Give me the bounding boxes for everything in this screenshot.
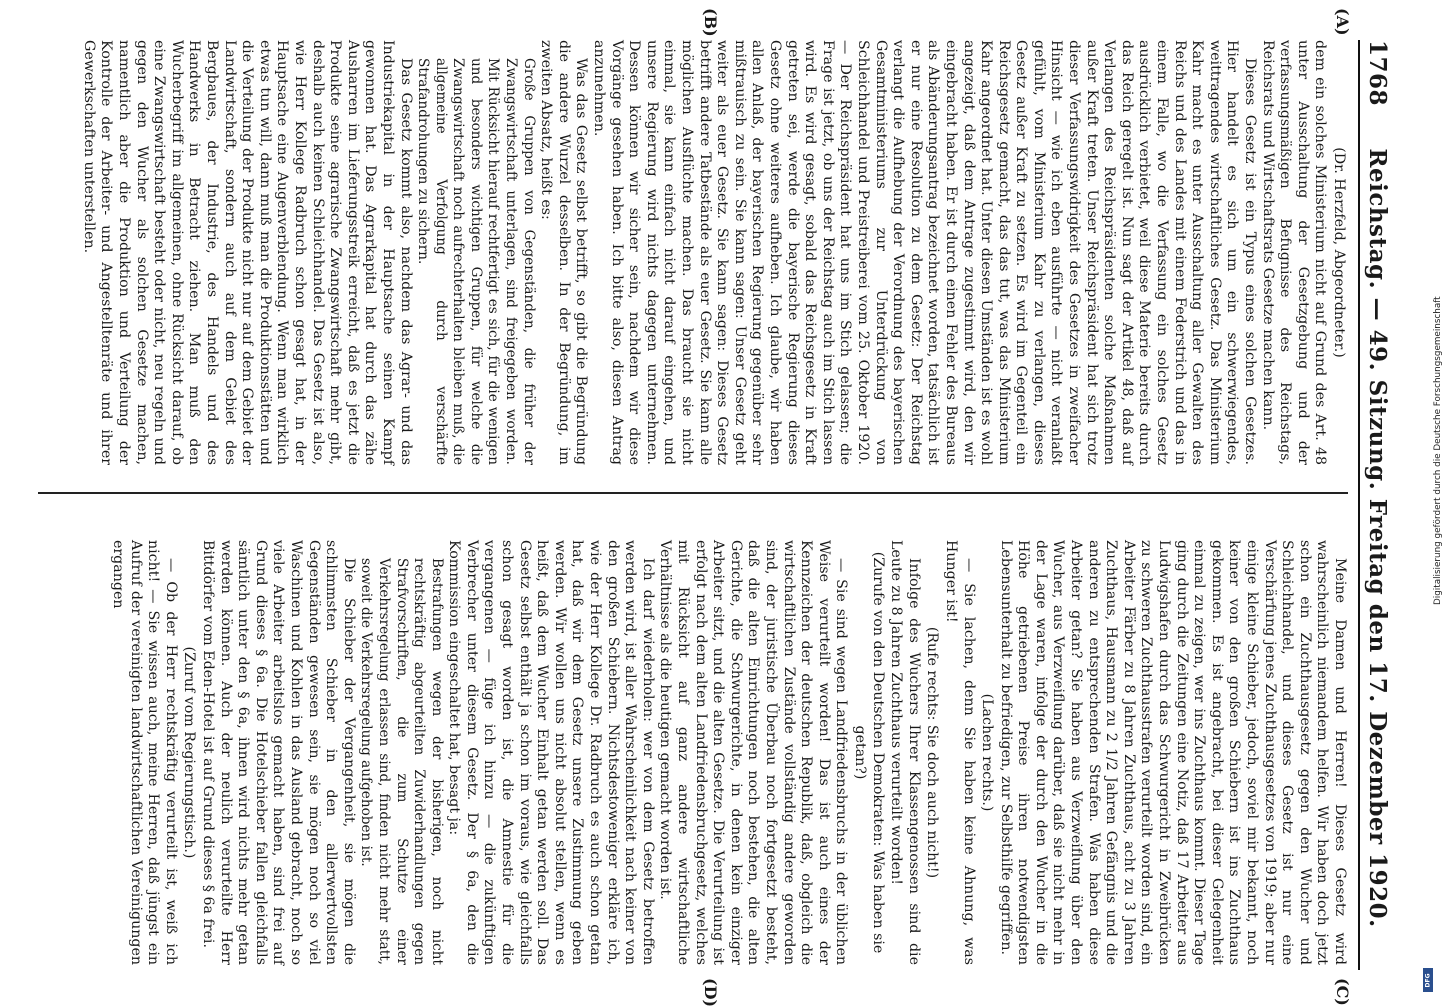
paragraph: — Sie sind wegen Landfriedensbruchs in der üblichen Weise verurteilt worden! Das ist auch eines der Kennzeichen der deutschen Republik, daß, obgleich die wirtschaftlichen Zustände vollständig andere geworden sind, der juristische Überbau noch fortgesetzt besteht, daß die alten Einrichtungen noch bestehen, die alten Gerichte, die Schwurgerichte, in denen kein einziger Arbeiter sitzt, und die alten Gesetze. Die Verurteilung ist erfolgt nach dem alten Landfriedensbruchgesetz, welches mit Rücksicht auf ganz andere wirtschaftliche Verhältnisse als die heutigen gemacht worden ist. <box>657 540 850 965</box>
left-column <box>38 40 1348 465</box>
paragraph: dem ein solches Ministerium nicht auf Grund des Art. 48 unter Ausschaltung der Gesetzgebung und der verfassungsmäßigen Befugnisse des Reichstags, Reichsrats und Wirtschaftsrats Gesetze machen kann. <box>1259 40 1329 465</box>
digitization-note <box>1422 0 1443 1000</box>
dfg-logo <box>1423 968 1433 992</box>
paragraph: Infolge des Wuchers Ihrer Klassengenossen sind die Leute zu 8 Jahren Zuchthaus verurteilt worden! <box>888 540 922 965</box>
paragraph: Das Gesetz kommt also, nachdem das Agrar- und das Industriekapital in der Hauptsache seinen Kampf gewonnen hat. Das Agrarkapital hat durch das zähe Ausharren im Lieferungsstreik erreicht, daß es jetzt die Produkte seine agrarische Zwangswirtschaft mehr gibt, deshalb auch keinen Schleichhandel. Das Gesetz ist also, wie Herr Kollege Radbruch schon gesagt hat, in der Hauptsache eine Augenverblendung. Wenn man wirklich etwas tun will, dann muß man die Produktionsstätten und die Verteilung der Produkte nicht nur auf dem Gebiet der Landwirtschaft, sondern auch auf dem Gebiet des Bergbaues, der Industrie, des Handels und des Handwerks in Betracht ziehen. Man muß den Wucherbegriff im allgemeinen, ohne Rücksicht darauf, ob eine Zwangswirtschaft besteht oder nicht, neu regeln und gegen den Wucher als solchen Gesetze machen, namentlich aber die Produktion und Verteilung der Kontrolle der Arbeiter- und Angestelltenräte und ihrer Gewerkschaften unterstellen. <box>80 40 414 465</box>
interjection: (Zuruf vom Regierungstisch.) <box>181 646 198 859</box>
paragraph: — Ob der Herr rechtskräftig verurteilt ist, weiß ich nicht! — Sie wissen auch, meine Herren, daß jüngst ein Aufruf der vereinigten landwirtschaftlichen Vereinigungen ergangen <box>110 540 179 965</box>
paragraph: Die Schieber der Vergangenheit, sie mögen die schlimmsten Schieber in den allerwertvollsten Gegenständen gewesen sein, sie mögen noch so viel Waschinen und Kohlen in das Ausland gebracht, noch so viele Arbeiter arbeitslos gemacht haben, sind frei auf Grund dieses § 6a. Die Hotelschieber fallen gleichfalls sämtlich unter den § 6a, ihnen wird nichts mehr getan werden können. Auch der neulich verurteilte Herr Bittdörfer vom Eden-Hotel ist auf Grund dieses § 6a frei. <box>200 540 357 965</box>
block-quote: Bestrafungen wegen der bisherigen, noch nicht rechtskräftig abgeurteilten Zuwiderhandlungen gegen Strafvorschriften, die zum Schutze einer Verkehrsregelung erlassen sind, finden nicht mehr statt, soweit die Verkehrsregelung aufgehoben ist. <box>358 558 445 965</box>
margin-mark-a: (A) <box>1333 8 1352 36</box>
dfg-logo-text: DFG <box>1424 972 1432 988</box>
paragraph: Was das Gesetz selbst betrifft, so gibt die Begründung die andere Wurzel desselben. In der Begründung, im zweiten Absatz, heißt es: <box>538 40 590 465</box>
speaker-line: (Dr. Herzfeld, Abgeordneter.) <box>1331 147 1347 358</box>
paragraph: Meine Damen und Herren! Dieses Gesetz wird wahrscheinlich niemandem helfen. Wir haben doch jetzt schon ein Zuchthausgesetz gegen den Wucher und Schleichhandel, und dieses Gesetz ist nur eine Verschärfung jenes Zuchthausgesetzes von 1919; aber nur einige kleine Schieber, jedoch, soviel mir bekannt, noch keiner von den großen Schiebern ist ins Zuchthaus gekommen. Es ist angebracht, bei dieser Gelegenheit einmal zu zeigen, wer ins Zuchthaus kommt. Dieser Tage ging durch die Zeitungen eine Notiz, daß 17 Arbeiter aus Ludwigshafen durch das Schwurgericht in Zweibrücken zu schweren Zuchthausstrafen verurteilt worden sind, ein Arbeiter Färber zu 8 Jahren Zuchthaus, acht zu 3 Jahren Zuchthaus, Hausmann zu 2 1/2 Jahren Gefängnis und die anderen zu entsprechenden Strafen. Was haben diese Arbeiter getan? Sie haben aus Verzweiflung über den Wucher, aus Verzweiflung darüber, daß sie nicht mehr in der Lage waren, infolge der durch den Wucher in die Höhe getriebenen Preise ihren notwendigsten Lebensunterhalt zu befriedigen, zur Selbsthilfe gegriffen. <box>997 540 1348 965</box>
page-number: 1768 <box>1364 40 1391 107</box>
margin-mark-d: (D) <box>701 978 720 1007</box>
right-column <box>38 540 1348 965</box>
block-quote: Große Gruppen von Gegenständen, die früher der Zwangswirtschaft unterlagen, sind freigegeben worden. Mit Rücksicht hierauf rechtfertigt es sich, für die wenigen und besonders wichtigen Gruppen, für welche die Zwangswirtschaft noch aufrechterhalten bleiben muß, die allgemeine Verfolgung durch verschärfte Strafandrohungen zu sichern. <box>415 58 537 465</box>
running-header <box>1358 40 1398 970</box>
margin-mark-c: (C) <box>1333 978 1352 1006</box>
paragraph: Ich darf wiederholen: wer von dem Gesetz betroffen werden wird, ist aller Wahrscheinlichkeit nach keiner von den großen Schiebern. Nichtsdestoweniger erkläre ich, wie der Herr Kollege Dr. Radbruch es auch schon getan hat, daß wir dem Gesetz unsere Zustimmung geben werden. Wir wollen uns nicht absolut stellen, wenn es heißt, daß dem Wucher Einhalt getan werden soll. Das Gesetz selbst enthält ja schon im voraus, wie gleichfalls schon gesagt worden ist, die Amnestie für die vergangenen — füge ich hinzu — die zukünftigen Verbrecher unter diesem Gesetz. Der § 6a, den die Kommission eingeschaltet hat, besagt ja: <box>446 540 656 965</box>
running-title: Reichstag. — 49. Sitzung. Freitag den 17. Dezember 1920. <box>1364 148 1391 928</box>
paragraph: — Sie lachen, denn Sie haben keine Ahnung, was Hunger ist! <box>942 540 977 965</box>
margin-mark-b: (B) <box>701 8 720 37</box>
paragraph: Dieses Gesetz ist ein Typus eines solchen Gesetzes. Hier handelt es sich um ein schwerwiegendes, weittragendes wirtschaftliches Gesetz. Das Ministerium Kahr macht es unter Ausschaltung aller Gewalten des Reichs und des Landes mit einem Federstrich und das in einem Falle, wo die Verfassung ein solches Gesetz ausdrücklich verbietet, weil diese Materie bereits durch das Reich geregelt ist. Nun sagt der Artikel 48, daß auf Verlangen des Reichspräsidenten solche Maßnahmen außer Kraft treten. Unser Reichspräsident hat sich trotz dieser Verfassungswidrigkeit des Gesetzes in zweifacher Hinsicht — wie ich eben ausführte — nicht veranlaßt gefühlt, vom Ministerium Kahr zu verlangen, dieses Gesetz außer Kraft zu setzen. Es wird im Gegenteil ein Reichsgesetz gemacht, das das tut, was das Ministerium Kahr angeordnet hat. Unter diesen Umständen ist es wohl angezeigt, daß dem Antrage zugestimmt wird, den wir eingebracht haben. Er ist durch einen Fehler des Bureaus als Abänderungsantrag bezeichnet worden, tatsächlich ist er nur eine Resolution zu dem Gesetz: Der Reichstag verlangt die Aufhebung der Verordnung des bayerischen Gesamtministeriums zur Unterdrückung von Schleichhandel und Preistreiberei vom 25. Oktober 1920. — Der Reichspräsident hat uns im Stich gelassen; die Frage ist jetzt, ob uns der Reichstag auch im Stich lassen wird. Es wird gesagt, sobald das Reichsgesetz in Kraft getreten sei, werde die bayerische Regierung dieses Gesetz ohne weiteres aufheben. Ich glaube, wir haben allen Anlaß, der bayerischen Regierung gegenüber sehr mißtrauisch zu sein. Sie kann sagen: Unser Gesetz geht weiter als euer Gesetz. Sie kann sagen: Dieses Gesetz betrifft andere Tatbestände als euer Gesetz. Sie kann alle möglichen Ausflüchte machen. Das braucht sie nicht einmal, sie kann einfach nicht darauf eingehen, und unsere Regierung wird nichts dagegen unternehmen. Dessen können wir sicher sein, nachdem wir diese Vorgänge gesehen haben. Ich bitte also, diesen Antrag anzunehmen. <box>591 40 1259 465</box>
column-divider <box>38 492 1348 494</box>
interjection: (Rufe rechts: Sie doch auch nicht!) <box>924 626 941 879</box>
digitization-note-text: Digitalisierung gefördert durch die Deutsche Forschungsgemeinschaft <box>1433 296 1443 605</box>
interjection: (Zurufe von den Deutschen Demokraten: Was haben sie getan?) <box>851 551 886 954</box>
interjection: (Lachen rechts.) <box>979 693 996 812</box>
